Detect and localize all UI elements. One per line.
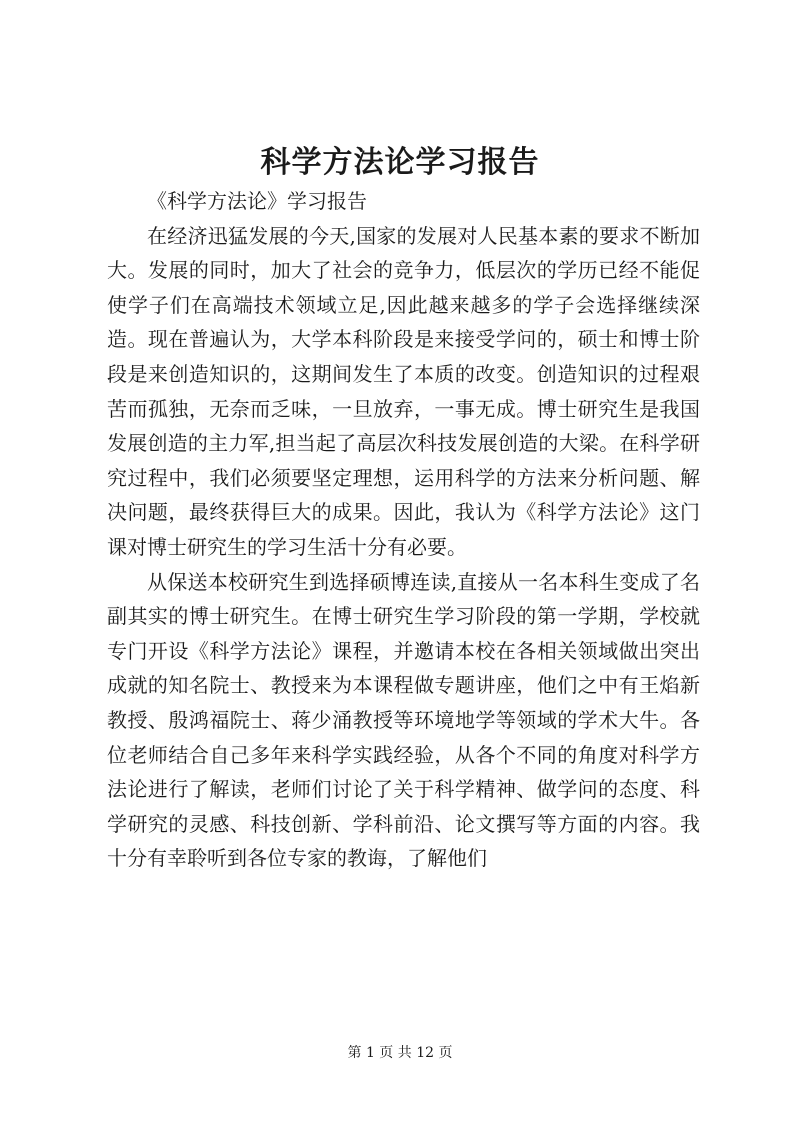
subtitle-line: 《科学方法论》学习报告 [147,189,367,213]
page-footer [0,1043,800,1063]
document-body [107,184,700,876]
paragraph-1: 在经济迅猛发展的今天,国家的发展对人民基本素的要求不断加大。发展的同时，加大了社会的竞争力，低层次的学历已经不能促使学子们在高端技术领域立足,因此越来越多的学子会选择继续深造。现在普遍认为，大学本科阶段是来接受学问的，硕士和博士阶段是来创造知识的，这期间发生了本质的改变。创造知识的过程艰苦而孤独，无奈而乏味，一旦放弃，一事无成。博士研究生是我国发展创造的主力军,担当起了高层次科技发展创造的大梁。在科学研究过程中，我们必须要坚定理想，运用科学的方法来分析问题、解决问题，最终获得巨大的成果。因此，我认为《科学方法论》这门课对博士研究生的学习生活十分有必要。 [107,223,700,559]
page-number-label: 第 1 页 共 12 页 [347,1045,453,1061]
page-title: 科学方法论学习报告 [260,145,540,180]
paragraph-2: 从保送本校研究生到选择硕博连读,直接从一名本科生变成了名副其实的博士研究生。在博士研究生学习阶段的第一学期，学校就专门开设《科学方法论》课程，并邀请本校在各相关领域做出突出成就的知名院士、教授来为本课程做专题讲座，他们之中有王焰新教授、殷鸿福院士、蒋少涌教授等环境地学等领域的学术大牛。各位老师结合自己多年来科学实践经验，从各个不同的角度对科学方法论进行了解读，老师们讨论了关于科学精神、做学问的态度、科学研究的灵感、科技创新、学科前沿、论文撰写等方面的内容。我十分有幸聆听到各位专家的教诲，了解他们 [107,569,700,871]
